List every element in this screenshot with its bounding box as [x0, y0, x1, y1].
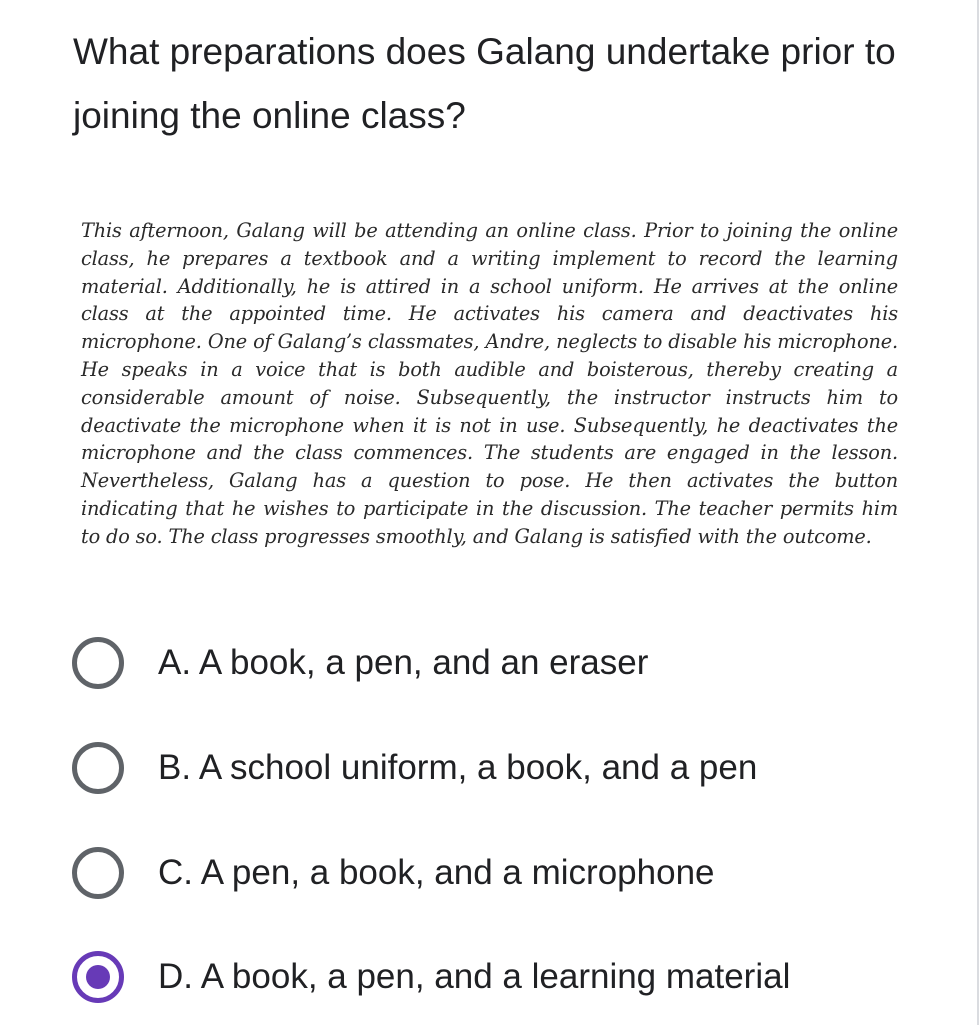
radio-button-c[interactable] [72, 847, 124, 899]
reading-passage: This afternoon, Galang will be attending an online class. Prior to joining the online class, he prepares a textbook and a writing implement to record the learning material. Additionally, he is attired in a school uniform. He arrives at the online class at the appointed time. He activates his camera and deactivates his microphone. One of Galang’s classmates, Andre, neglects to disable his microphone. He speaks in a voice that is both audible and boisterous, thereby creating a considerable amount of noise. Subsequently, the instructor instructs him to deactivate the microphone when it is not in use. Subsequently, he deactivates the microphone and the class commences. The students are engaged in the lesson. Nevertheless, Galang has a question to pose. He then activates the button indicating that he wishes to participate in the discussion. The teacher permits him to do so. The class progresses smoothly, and Galang is satisfied with the outcome. [81, 219, 898, 548]
option-d[interactable] [72, 947, 952, 1007]
option-b-label: B. A school uniform, a book, and a pen [158, 748, 758, 787]
option-a[interactable] [72, 633, 952, 693]
option-b[interactable] [72, 738, 952, 798]
radio-button-b[interactable] [72, 742, 124, 794]
option-a-label: A. A book, a pen, and an eraser [158, 643, 649, 682]
option-c-label: C. A pen, a book, and a microphone [158, 853, 715, 892]
question-title: What preparations does Galang undertake prior to joining the online class? [73, 31, 896, 136]
option-c[interactable] [72, 843, 952, 903]
radio-button-a[interactable] [72, 637, 124, 689]
radio-button-d-selected[interactable] [72, 951, 124, 1003]
option-d-label: D. A book, a pen, and a learning material [158, 957, 791, 996]
radio-selected-dot-icon [86, 965, 110, 989]
